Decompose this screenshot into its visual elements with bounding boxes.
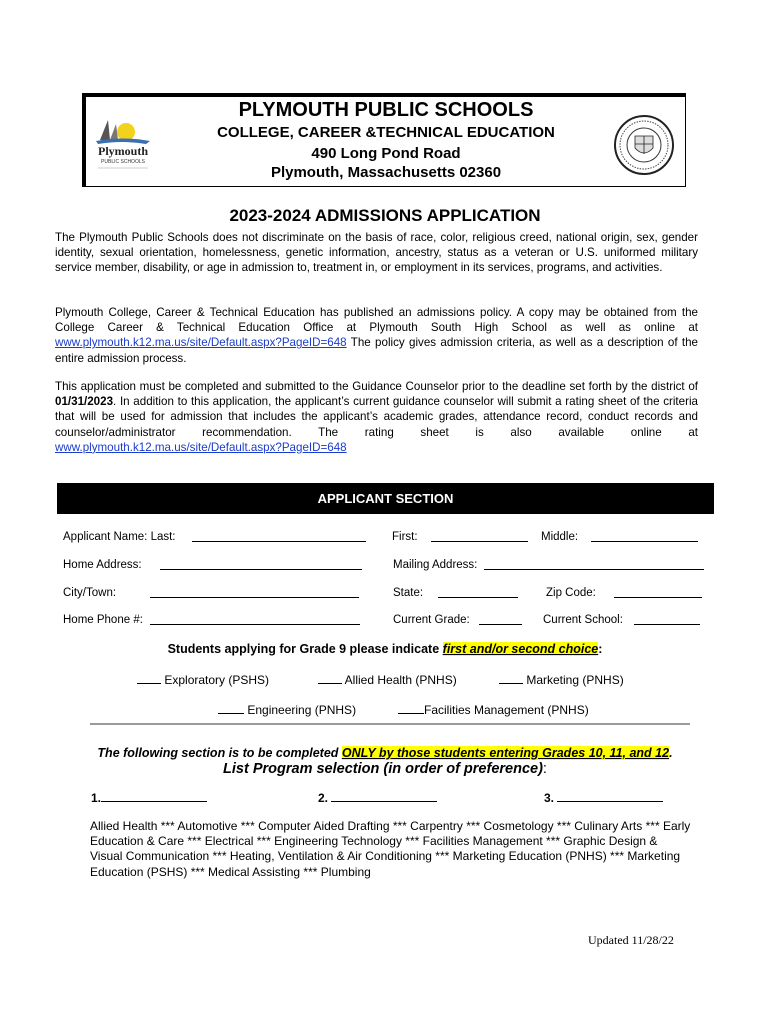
city-town-label: City/Town: bbox=[63, 587, 117, 599]
middle-name-field[interactable] bbox=[591, 532, 698, 542]
current-grade-field[interactable] bbox=[479, 615, 522, 625]
grade9-instruction-highlight: first and/or second choice bbox=[442, 642, 599, 656]
deadline-text-start: This application must be completed and submitted to the Guidance Counselor prior to the deadline set forth by the district of bbox=[55, 380, 698, 393]
middle-name-label: Middle: bbox=[541, 531, 579, 543]
upper-grades-text: The following section is to be completed bbox=[97, 746, 342, 760]
mailing-address-label: Mailing Address: bbox=[393, 559, 478, 571]
first-name-label: First: bbox=[392, 531, 418, 543]
choice-facilities-blank[interactable] bbox=[398, 704, 424, 714]
choice-facilities-management[interactable] bbox=[398, 703, 589, 717]
choice-allied-health-blank[interactable] bbox=[318, 674, 342, 684]
preference-1-label: 1. bbox=[91, 791, 102, 805]
school-name: PLYMOUTH PUBLIC SCHOOLS bbox=[238, 99, 534, 121]
choice-exploratory-label: Exploratory (PSHS) bbox=[164, 673, 270, 687]
program-list: Allied Health *** Automotive *** Computer Aided Drafting *** Carpentry *** Cosmetology *** Culinary Arts *** Early Education & Care *** Electrical *** Engineering Technology *** Facilities Management *** Graphic Design & Visual Communication *** Heating, Ventilation & Air Conditioning *** Marketing Education (PNHS) *** Marketing Education (PSHS) *** Medical Assisting *** Plumbing bbox=[90, 819, 691, 879]
deadline-text-end: . In addition to this application, the applicant’s current guidance counselor will submit a rating sheet of the criteria that will be used for admission that includes the applicant’s academic grades, attendance record, conduct records and counselor/administrator recommendation. The rating sheet is also available online at bbox=[55, 395, 698, 439]
state-field[interactable] bbox=[438, 588, 518, 598]
choice-engineering-blank[interactable] bbox=[218, 704, 244, 714]
preference-3[interactable] bbox=[544, 791, 663, 805]
city-town-field[interactable] bbox=[150, 588, 359, 598]
current-school-label: Current School: bbox=[543, 614, 623, 626]
preference-2-label: 2. bbox=[318, 791, 329, 805]
mailing-address-field[interactable] bbox=[484, 560, 704, 570]
deadline-paragraph bbox=[55, 379, 698, 455]
zip-code-field[interactable] bbox=[614, 588, 702, 598]
home-phone-field[interactable] bbox=[150, 615, 360, 625]
rating-sheet-link[interactable]: www.plymouth.k12.ma.us/site/Default.aspx?PageID=648 bbox=[55, 440, 347, 454]
preference-2[interactable] bbox=[318, 791, 437, 805]
upper-grades-period: . bbox=[669, 746, 673, 760]
policy-text-end: The policy gives admission criteria, as well as a description of the entire admission process. bbox=[55, 336, 698, 365]
applicant-section-title: APPLICANT SECTION bbox=[317, 491, 454, 506]
last-name-field[interactable] bbox=[192, 532, 366, 542]
admissions-policy-paragraph bbox=[55, 305, 698, 366]
address-street: 490 Long Pond Road bbox=[311, 145, 461, 162]
choice-marketing[interactable] bbox=[499, 673, 624, 687]
application-title: 2023-2024 ADMISSIONS APPLICATION bbox=[229, 206, 541, 225]
choice-marketing-blank[interactable] bbox=[499, 674, 523, 684]
last-name-label: Applicant Name: Last: bbox=[63, 531, 176, 543]
home-address-label: Home Address: bbox=[63, 559, 142, 571]
program-list-title-colon: : bbox=[542, 761, 547, 777]
grade9-instruction-text: Students applying for Grade 9 please indicate bbox=[167, 642, 443, 656]
choice-allied-health[interactable] bbox=[318, 673, 457, 687]
upper-grades-highlight: ONLY by those students entering Grades 10, 11, and 12 bbox=[341, 746, 670, 760]
first-name-field[interactable] bbox=[431, 532, 528, 542]
deadline-date: 01/31/2023 bbox=[55, 395, 114, 409]
updated-date: Updated 11/28/22 bbox=[588, 933, 674, 947]
choice-facilities-label: Facilities Management (PNHS) bbox=[424, 703, 589, 717]
policy-link[interactable]: www.plymouth.k12.ma.us/site/Default.aspx?PageID=648 bbox=[55, 336, 347, 350]
preference-1[interactable] bbox=[91, 791, 207, 805]
section-divider bbox=[90, 723, 690, 725]
department-name: COLLEGE, CAREER &TECHNICAL EDUCATION bbox=[217, 124, 555, 141]
choice-marketing-label: Marketing (PNHS) bbox=[526, 673, 624, 687]
state-label: State: bbox=[393, 587, 424, 599]
preference-1-field[interactable] bbox=[101, 792, 207, 802]
choice-engineering-label: Engineering (PNHS) bbox=[247, 703, 357, 717]
program-list-title-text: List Program selection (in order of preference) bbox=[223, 761, 543, 777]
current-grade-label: Current Grade: bbox=[393, 614, 470, 626]
nondiscrimination-paragraph: The Plymouth Public Schools does not discriminate on the basis of race, color, religious creed, national origin, sex, gender identity, sexual orientation, homelessness, genetic information, ancestry, status as a veteran or U.S. uniformed military service member, disability, or age in admission to, treatment in, or employment in its services, programs, and activities. bbox=[55, 231, 698, 275]
grade9-instruction bbox=[0, 642, 770, 656]
choice-exploratory[interactable] bbox=[137, 673, 269, 687]
zip-code-label: Zip Code: bbox=[546, 587, 596, 599]
current-school-field[interactable] bbox=[634, 615, 700, 625]
address-city: Plymouth, Massachusetts 02360 bbox=[270, 164, 502, 181]
home-address-field[interactable] bbox=[160, 560, 362, 570]
choice-engineering[interactable] bbox=[218, 703, 356, 717]
svg-text:PUBLIC SCHOOLS: PUBLIC SCHOOLS bbox=[101, 159, 145, 165]
choice-exploratory-blank[interactable] bbox=[137, 674, 161, 684]
choice-allied-health-label: Allied Health (PNHS) bbox=[344, 673, 457, 687]
upper-grades-instruction bbox=[0, 746, 770, 760]
grade9-instruction-colon: : bbox=[598, 642, 603, 656]
preference-2-field[interactable] bbox=[331, 792, 437, 802]
policy-text-start: Plymouth College, Career & Technical Education has published an admissions policy. A copy may be obtained from the College Career & Technical Education Office at Plymouth South High School as well as online at bbox=[55, 306, 698, 335]
preference-3-label: 3. bbox=[544, 791, 555, 805]
home-phone-label: Home Phone #: bbox=[63, 614, 143, 626]
svg-text:Plymouth: Plymouth bbox=[97, 144, 149, 158]
preference-3-field[interactable] bbox=[557, 792, 663, 802]
program-list-title bbox=[0, 761, 770, 777]
